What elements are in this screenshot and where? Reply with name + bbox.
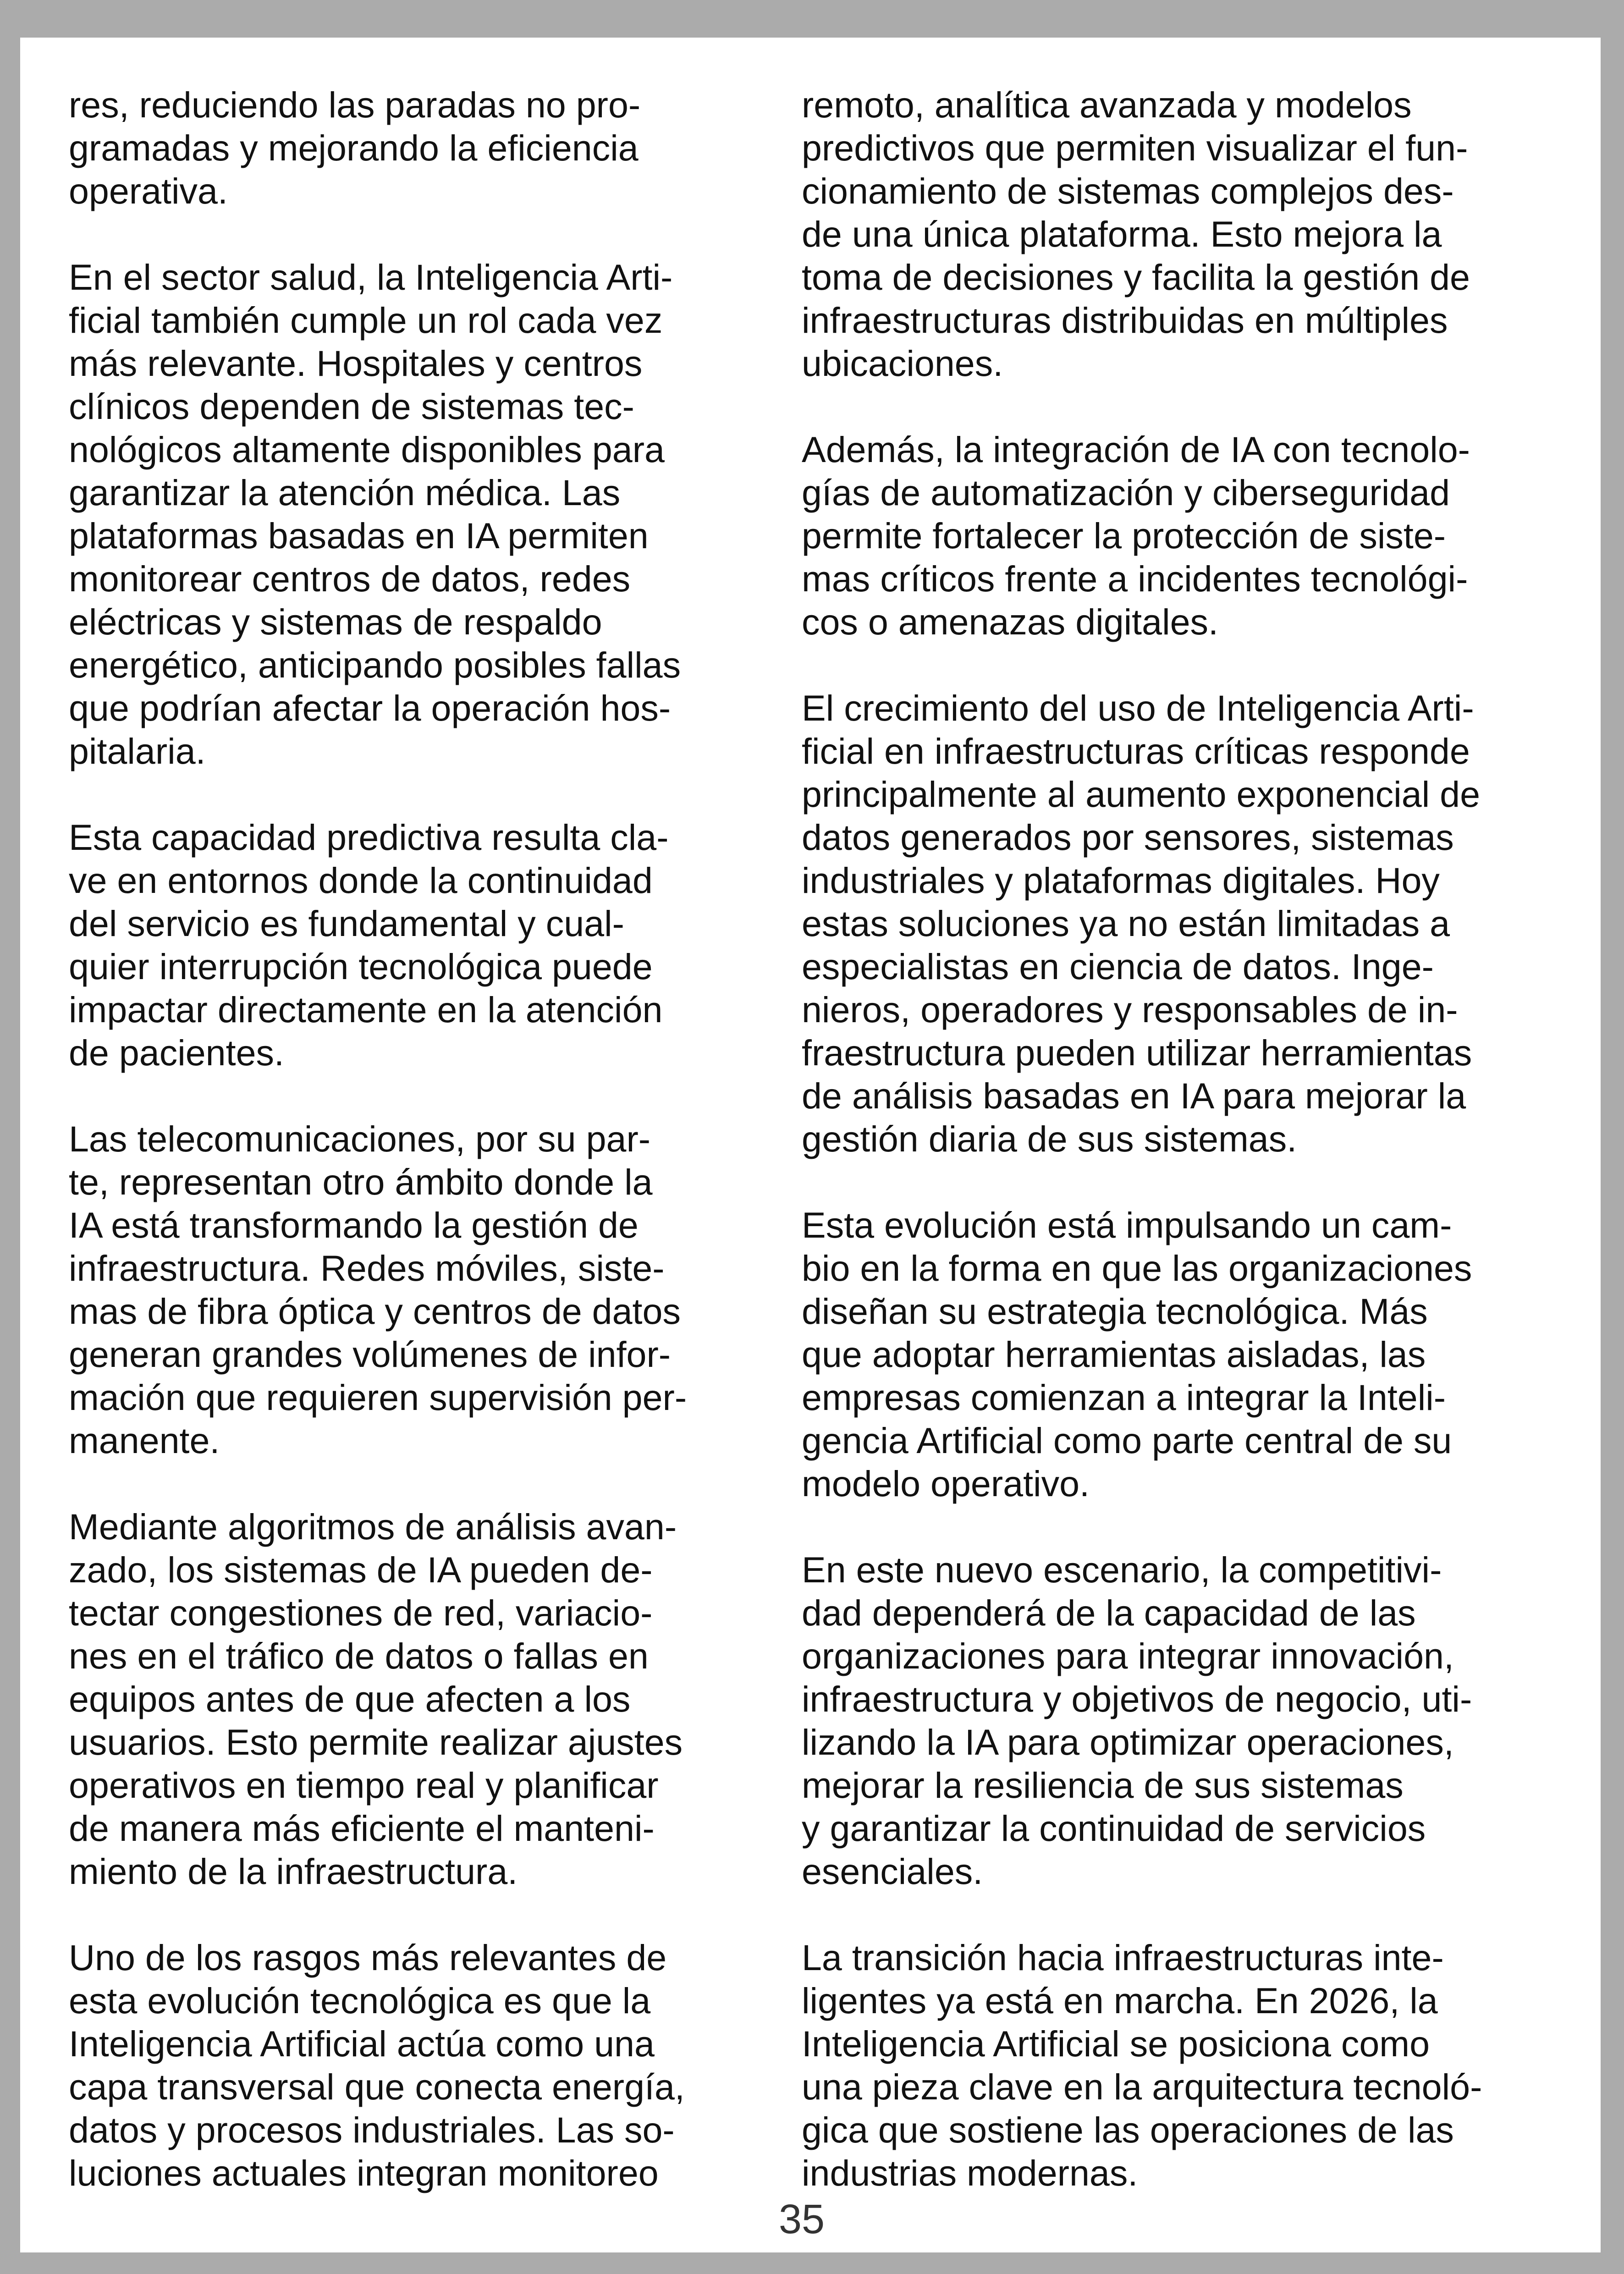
paragraph-gap	[802, 385, 1563, 428]
text-line: modelo operativo.	[802, 1463, 1090, 1504]
paragraph-gap	[802, 1505, 1563, 1548]
text-line: ligentes ya está en marcha. En 2026, la	[802, 1980, 1438, 2021]
text-line: Inteligencia Artificial actúa como una	[69, 2023, 655, 2064]
text-line: infraestructuras distribuidas en múltiples	[802, 300, 1448, 341]
text-line: zado, los sistemas de IA pueden de-	[69, 1549, 653, 1590]
text-line: nes en el tráfico de datos o fallas en	[69, 1635, 649, 1676]
text-line: diseñan su estrategia tecnológica. Más	[802, 1291, 1428, 1332]
right-text-column	[802, 83, 1563, 2195]
text-line: industrias modernas.	[802, 2153, 1138, 2193]
text-line: ubicaciones.	[802, 343, 1003, 384]
paragraph-gap	[69, 1462, 830, 1505]
text-line: que podrían afectar la operación hos-	[69, 688, 671, 728]
text-line: nieros, operadores y responsables de in-	[802, 989, 1458, 1030]
page-number: 35	[778, 2197, 825, 2242]
paragraph	[69, 1936, 830, 2195]
text-line: miento de la infraestructura.	[69, 1851, 518, 1892]
text-line: energético, anticipando posibles fallas	[69, 644, 681, 685]
text-line: toma de decisiones y facilita la gestión de	[802, 257, 1470, 297]
text-line: Mediante algoritmos de análisis avan-	[69, 1506, 677, 1547]
paragraph	[69, 1118, 830, 1462]
text-line: organizaciones para integrar innovación,	[802, 1635, 1454, 1676]
text-line: operativos en tiempo real y planificar	[69, 1765, 659, 1806]
paragraph-gap	[802, 1161, 1563, 1204]
paragraph	[69, 256, 830, 773]
text-line: predictivos que permiten visualizar el fun-	[802, 127, 1468, 168]
text-line: bio en la forma en que las organizaciones	[802, 1248, 1472, 1288]
text-line: especialistas en ciencia de datos. Inge-	[802, 946, 1434, 987]
paragraph-gap	[69, 213, 830, 256]
text-line: gramadas y mejorando la eficiencia	[69, 127, 639, 168]
text-line: dad dependerá de la capacidad de las	[802, 1592, 1416, 1633]
document-page	[20, 38, 1601, 2252]
text-line: te, representan otro ámbito donde la	[69, 1162, 653, 1202]
paragraph-gap	[69, 1074, 830, 1118]
text-line: gías de automatización y ciberseguridad	[802, 472, 1450, 513]
text-line: garantizar la atención médica. Las	[69, 472, 621, 513]
text-line: luciones actuales integran monitoreo	[69, 2153, 659, 2193]
text-line: En este nuevo escenario, la competitivi-	[802, 1549, 1442, 1590]
text-line: IA está transformando la gestión de	[69, 1205, 639, 1245]
text-line: ficial también cumple un rol cada vez	[69, 300, 663, 341]
text-line: Esta evolución está impulsando un cam-	[802, 1205, 1452, 1245]
text-line: impactar directamente en la atención	[69, 989, 663, 1030]
text-line: capa transversal que conecta energía,	[69, 2066, 685, 2107]
text-line: mación que requieren supervisión per-	[69, 1377, 687, 1418]
paragraph-gap	[802, 644, 1563, 687]
paragraph	[69, 83, 830, 213]
text-line: Además, la integración de IA con tecnolo-	[802, 429, 1470, 470]
text-line: equipos antes de que afecten a los	[69, 1679, 631, 1719]
paragraph	[69, 1505, 830, 1893]
paragraph-gap	[69, 1893, 830, 1936]
text-line: infraestructura y objetivos de negocio, uti-	[802, 1679, 1472, 1719]
text-line: La transición hacia infraestructuras inte-	[802, 1937, 1444, 1978]
text-line: eléctricas y sistemas de respaldo	[69, 601, 602, 642]
text-line: ve en entornos donde la continuidad	[69, 860, 653, 901]
text-line: cos o amenazas digitales.	[802, 601, 1219, 642]
text-line: cionamiento de sistemas complejos des-	[802, 171, 1454, 211]
text-line: datos y procesos industriales. Las so-	[69, 2109, 675, 2150]
text-line: fraestructura pueden utilizar herramientas	[802, 1032, 1472, 1073]
text-line: plataformas basadas en IA permiten	[69, 515, 649, 556]
text-line: El crecimiento del uso de Inteligencia Arti-	[802, 688, 1474, 728]
text-line: Las telecomunicaciones, por su par-	[69, 1118, 651, 1159]
text-line: principalmente al aumento exponencial de	[802, 774, 1481, 815]
text-line: manente.	[69, 1420, 220, 1461]
text-line: Uno de los rasgos más relevantes de	[69, 1937, 667, 1978]
text-line: tectar congestiones de red, variacio-	[69, 1592, 653, 1633]
text-line: remoto, analítica avanzada y modelos	[802, 84, 1412, 125]
text-line: infraestructura. Redes móviles, siste-	[69, 1248, 665, 1288]
text-line: usuarios. Esto permite realizar ajustes	[69, 1722, 683, 1762]
text-line: una pieza clave en la arquitectura tecnoló-	[802, 2066, 1482, 2107]
text-line: y garantizar la continuidad de servicios	[802, 1808, 1426, 1849]
text-line: quier interrupción tecnológica puede	[69, 946, 653, 987]
text-line: res, reduciendo las paradas no pro-	[69, 84, 641, 125]
text-line: nológicos altamente disponibles para	[69, 429, 665, 470]
text-line: industriales y plataformas digitales. Hoy	[802, 860, 1440, 901]
text-line: esenciales.	[802, 1851, 983, 1892]
paragraph	[802, 1204, 1563, 1505]
text-line: lizando la IA para optimizar operaciones,	[802, 1722, 1454, 1762]
text-line: datos generados por sensores, sistemas	[802, 817, 1454, 858]
text-line: del servicio es fundamental y cual-	[69, 903, 624, 944]
text-line: empresas comienzan a integrar la Inteli-	[802, 1377, 1446, 1418]
text-line: clínicos dependen de sistemas tec-	[69, 386, 634, 427]
text-line: que adoptar herramientas aisladas, las	[802, 1334, 1426, 1375]
paragraph	[802, 83, 1563, 385]
text-line: generan grandes volúmenes de infor-	[69, 1334, 671, 1375]
text-line: gica que sostiene las operaciones de las	[802, 2109, 1454, 2150]
text-line: Esta capacidad predictiva resulta cla-	[69, 817, 669, 858]
text-line: esta evolución tecnológica es que la	[69, 1980, 651, 2021]
text-line: permite fortalecer la protección de siste-	[802, 515, 1446, 556]
text-line: monitorear centros de datos, redes	[69, 558, 631, 599]
text-line: mas de fibra óptica y centros de datos	[69, 1291, 681, 1332]
text-line: ficial en infraestructuras críticas responde	[802, 731, 1470, 771]
text-line: de una única plataforma. Esto mejora la	[802, 214, 1442, 254]
text-line: estas soluciones ya no están limitadas a	[802, 903, 1450, 944]
paragraph	[69, 816, 830, 1074]
paragraph	[802, 687, 1563, 1161]
paragraph	[802, 428, 1563, 644]
text-line: operativa.	[69, 171, 228, 211]
paragraph	[802, 1936, 1563, 2195]
text-line: de pacientes.	[69, 1032, 284, 1073]
text-line: más relevante. Hospitales y centros	[69, 343, 643, 384]
text-line: pitalaria.	[69, 731, 206, 771]
text-line: En el sector salud, la Inteligencia Arti-	[69, 257, 673, 297]
text-line: mejorar la resiliencia de sus sistemas	[802, 1765, 1404, 1806]
text-line: Inteligencia Artificial se posiciona como	[802, 2023, 1430, 2064]
text-line: gencia Artificial como parte central de su	[802, 1420, 1452, 1461]
paragraph	[802, 1548, 1563, 1893]
left-text-column	[69, 83, 830, 2195]
paragraph-gap	[802, 1893, 1563, 1936]
text-line: gestión diaria de sus sistemas.	[802, 1118, 1297, 1159]
text-line: de análisis basadas en IA para mejorar la	[802, 1075, 1466, 1116]
paragraph-gap	[69, 773, 830, 816]
text-line: mas críticos frente a incidentes tecnológi-	[802, 558, 1468, 599]
text-line: de manera más eficiente el manteni-	[69, 1808, 655, 1849]
